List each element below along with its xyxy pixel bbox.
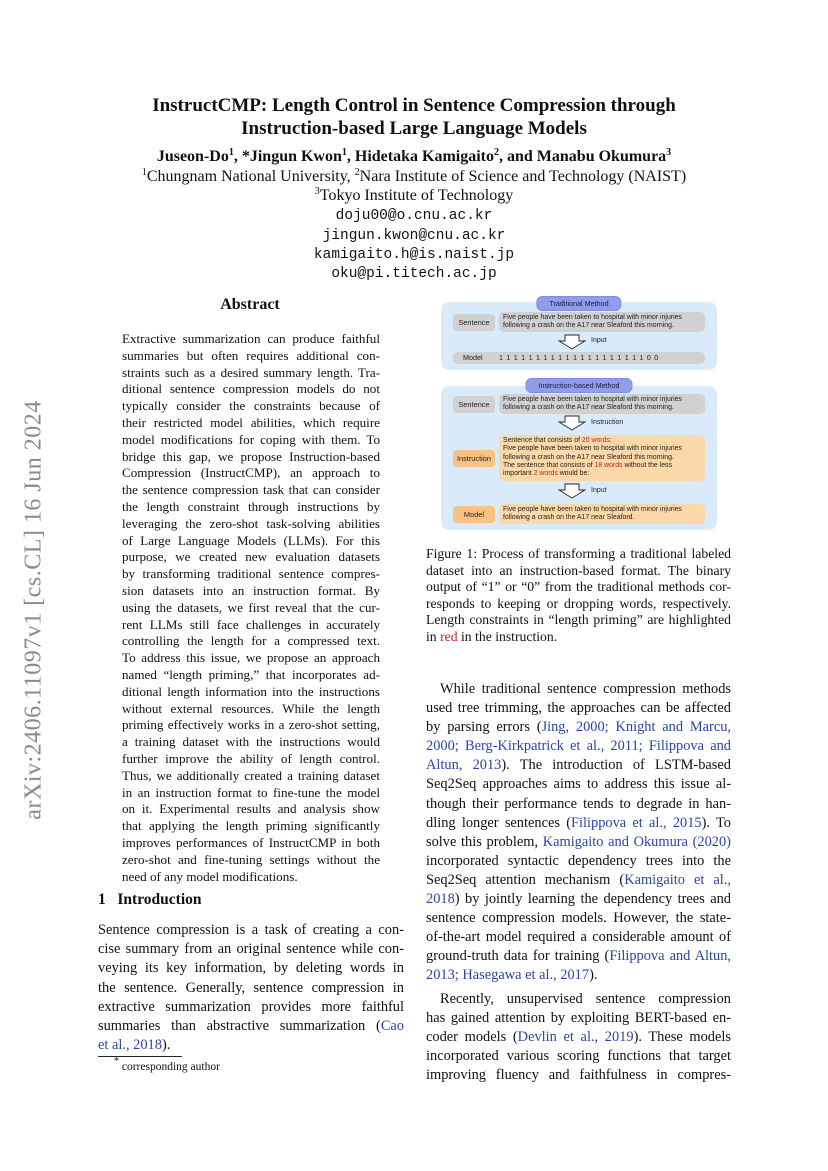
abstract-line: in an instruction format to fine-tune the model: [122, 784, 380, 800]
text-line: Recently, unsupervised sentence compression: [440, 990, 731, 1007]
abstract-line: further improve the ability of length control.: [122, 750, 380, 766]
abstract-line: the length constraint through instructions by: [122, 498, 380, 514]
sentence-text: [503, 396, 682, 413]
citation-link[interactable]: Devlin et al., 2019: [517, 1028, 634, 1045]
email-address[interactable]: jingun.kwon@cnu.ac.kr: [322, 228, 506, 244]
abstract-line: ditional length information into the instructions: [122, 683, 380, 699]
text-line: used tree trimming, the approaches can be affected: [426, 700, 731, 717]
citation-link[interactable]: Cao: [380, 1018, 404, 1035]
footnote: [114, 1056, 220, 1073]
sentence-line: following a crash on the A17 near Sleaford this morning.: [503, 404, 674, 412]
title-line-2: Instruction-based Large Language Models: [241, 118, 587, 139]
input-label: Input: [591, 337, 607, 344]
text-span: ground-truth data for training (: [426, 948, 610, 965]
text-line: of-the-art model required a considerable amount of: [426, 929, 731, 946]
down-arrow-icon: [557, 415, 587, 431]
right-column-text: [426, 680, 731, 1085]
binary-labels: 1 1 1 1 1 1 1 1 1 1 1 1 1 1 1 1 1 1 1 1 0 0: [499, 353, 659, 362]
affiliation-line-1: [0, 168, 828, 186]
text-span: solve this problem,: [426, 833, 543, 850]
model-output-text: [503, 506, 682, 523]
down-arrow-icon: [557, 483, 587, 499]
text-line: sentence compression models. However, the state-: [426, 910, 731, 927]
text-line: cise summary from an original sentence while con-: [98, 941, 404, 958]
paper-title: [0, 94, 828, 140]
affiliation-text: Chungnam National University,: [146, 168, 355, 185]
text-span: Sentence that consists of: [503, 437, 582, 444]
arxiv-identifier: arXiv:2406.11097v1 [cs.CL] 16 Jun 2024: [20, 400, 47, 820]
text-line: [426, 966, 731, 985]
text-line: [426, 756, 731, 775]
length-constraint: 18 words: [594, 461, 623, 469]
instruction-line: [503, 437, 682, 445]
sentence-label: Sentence: [453, 396, 495, 413]
text-span: ) by jointly learning the dependency trees and: [454, 891, 731, 908]
model-label: Model: [453, 506, 495, 523]
text-span: dling longer sentences (: [426, 814, 571, 831]
citation-link[interactable]: Kamigaito et al.,: [624, 871, 731, 888]
abstract-line: improves performances of InstructCMP in both: [122, 834, 380, 850]
input-label: Input: [591, 487, 607, 494]
abstract-line: without external resources. While the length: [122, 700, 380, 716]
caption-line: responds to keeping or dropping words, respectively.: [426, 595, 731, 611]
text-line: the sentence. Generally, sentence compression in: [98, 979, 404, 996]
citation-link[interactable]: Altun, 2013: [426, 757, 502, 774]
abstract-line: named “length priming,” that incorporates ad-: [122, 666, 380, 682]
text-line: [426, 871, 731, 890]
citation-link[interactable]: Filippova and Altun,: [609, 948, 731, 965]
abstract-heading: Abstract: [220, 296, 280, 313]
author-name: Manabu Okumura: [536, 148, 667, 165]
text-line: has gained attention by exploiting BERT-based en-: [426, 1009, 731, 1026]
text-line: Sentence compression is a task of creating a con-: [98, 922, 404, 938]
email-address[interactable]: oku@pi.titech.ac.jp: [331, 266, 497, 282]
author-affil-mark: 2: [494, 147, 499, 158]
text-span: in: [426, 628, 441, 644]
text-line: [426, 718, 731, 737]
length-constraint: 20 words: [581, 437, 610, 444]
abstract-line: sion datasets into an instruction format. By: [122, 582, 380, 598]
sentence-line: following a crash on the A17 near Sleaford this morning.: [503, 322, 674, 330]
text-line: [426, 890, 731, 909]
text-span: Seq2Seq attention mechanism (: [426, 871, 625, 888]
output-line: Five people have been taken to hospital with minor injuries: [503, 506, 682, 513]
abstract-line: bridge this gap, we propose Instruction-based: [122, 448, 380, 464]
author-name: Juseon-Do: [156, 148, 229, 165]
citation-link[interactable]: et al., 2018: [98, 1037, 162, 1054]
affil-mark: 1: [141, 167, 147, 178]
abstract-line: the sentence compression task that can consider: [122, 482, 380, 498]
sentence-line: Five people have been taken to hospital with minor injuries: [503, 314, 682, 321]
abstract-body: [122, 331, 380, 885]
text-line: [426, 947, 731, 966]
text-line: While traditional sentence compression methods: [440, 681, 731, 697]
caption-line: dataset into an instruction-based format. The binary: [426, 562, 731, 578]
caption-line: Length constraints in “length priming” are highlighted: [426, 612, 731, 628]
text-span: :: [609, 437, 612, 444]
text-span: important: [503, 470, 534, 478]
author-affil-mark: 1: [228, 147, 234, 158]
text-line: veying its key information, by deleting words in: [98, 960, 404, 977]
text-span: would be:: [557, 470, 590, 478]
abstract-line: that applying the length priming significantly: [122, 818, 380, 834]
text-line: improving fluency and faithfulness in compres-: [426, 1066, 731, 1083]
traditional-method-title: Traditional Method: [536, 296, 621, 311]
abstract-line: typically consider the constraints because of: [122, 398, 380, 414]
abstract-line: zero-shot and fine-tuning settings without the: [122, 851, 380, 867]
text-span: ).: [589, 967, 598, 984]
text-span: ). These models: [633, 1028, 731, 1045]
caption-line: Figure 1: Process of transforming a traditional labeled: [426, 546, 731, 561]
footnote-rule: [98, 1056, 182, 1057]
abstract-line: Compression (InstructCMP), an approach to: [122, 465, 380, 481]
sentence-line: Five people have been taken to hospital with minor injuries: [503, 396, 682, 403]
highlight-word: red: [440, 628, 458, 644]
abstract-line: a training dataset with the instructions would: [122, 734, 380, 750]
author-name: Hidetaka Kamigaito: [354, 148, 494, 165]
model-label: Model: [463, 353, 483, 362]
abstract-line: their restricted model abilities, which require: [122, 414, 380, 430]
citation-link[interactable]: 2000; Berg-Kirkpatrick et al., 2011; Filippova and: [426, 738, 731, 755]
text-line: [426, 737, 731, 756]
instruction-line: [503, 462, 682, 470]
abstract-line: To address this issue, we propose an approach: [122, 650, 380, 666]
text-line: [426, 833, 731, 852]
author-separator: ,: [346, 148, 355, 165]
abstract-line: model modifications for coping with them. To: [122, 431, 380, 447]
affiliation-text: Tokyo Institute of Technology: [319, 187, 514, 204]
instruction-line: following a crash on the A17 near Sleaford this morning.: [503, 453, 674, 461]
affiliation-text: Nara Institute of Science and Technology (NAIST): [359, 168, 687, 185]
text-span: ).: [161, 1037, 171, 1054]
text-line: [426, 1028, 731, 1047]
abstract-line: Extractive summarization can produce faithful: [122, 331, 380, 346]
text-line: incorporated syntactic dependency trees into the: [426, 852, 731, 869]
text-line: [98, 1036, 404, 1055]
length-constraint: 2 words: [533, 470, 558, 478]
text-line: extractive summarization provides more faithful: [98, 998, 404, 1015]
section-number: 1: [98, 891, 106, 908]
citation-link[interactable]: Jing, 2000; Knight and Marcu,: [541, 719, 731, 736]
abstract-line: need of any model modifications.: [122, 868, 298, 884]
section-title: Introduction: [117, 891, 202, 908]
affil-mark: 3: [314, 186, 320, 197]
abstract-line: purpose, we created new evaluation datasets: [122, 549, 380, 565]
arxiv-sidebar: [14, 370, 54, 850]
instruction-arrow-label: Instruction: [591, 419, 624, 426]
author-separator: , *: [233, 148, 250, 165]
footnote-text: corresponding author: [121, 1061, 220, 1073]
figure-1: [441, 294, 717, 532]
output-line: following a crash on the A17 near Sleaford.: [503, 514, 635, 522]
abstract-line: by transforming traditional sentence compres-: [122, 566, 380, 582]
author-affil-mark: 1: [341, 147, 347, 158]
text-span: ). To: [701, 814, 731, 831]
abstract-line: using the datasets, we first reveal that the cur-: [122, 599, 380, 615]
abstract-line: on it. Experimental results and analysis show: [122, 801, 380, 817]
introduction-paragraph: [98, 921, 404, 1055]
instruction-method-title: Instruction-based Method: [525, 378, 632, 393]
author-name: Jingun Kwon: [249, 148, 342, 165]
abstract-line: ditional sentence compression models do not: [122, 381, 380, 397]
affiliation-line-2: [0, 187, 828, 205]
affil-mark: 2: [354, 167, 360, 178]
author-list: [0, 148, 828, 166]
text-line: [426, 814, 731, 833]
down-arrow-icon: [557, 334, 587, 350]
abstract-line: of Large Language Models (LLMs). For this: [122, 532, 380, 548]
abstract-line: Thus, we additionally created a training dataset: [122, 767, 380, 783]
abstract-line: rent LLMs still face challenges in accurately: [122, 616, 380, 632]
text-line: Seq2Seq approaches aims to address this issue al-: [426, 776, 731, 793]
text-span: The sentence that consists of: [503, 461, 595, 469]
title-line-1: InstructCMP: Length Control in Sentence Compression through: [152, 95, 676, 116]
text-line: [98, 1017, 404, 1036]
instruction-label: Instruction: [453, 450, 495, 467]
abstract-line: summaries but often requires additional con-: [122, 347, 380, 363]
text-line: though their performance tends to degrade in han-: [426, 795, 731, 812]
caption-line: [426, 629, 731, 646]
sentence-text: [503, 314, 682, 331]
email-address[interactable]: doju00@o.cnu.ac.kr: [335, 208, 493, 224]
email-address[interactable]: kamigaito.h@is.naist.jp: [313, 247, 515, 263]
abstract-line: leveraging the zero-shot task-solving abilities: [122, 515, 380, 531]
instruction-text: [503, 437, 682, 478]
text-span: coder models (: [426, 1028, 518, 1045]
figure-caption: [426, 546, 731, 646]
sentence-label: Sentence: [453, 314, 495, 331]
citation-link[interactable]: 2018: [426, 891, 455, 908]
author-affil-mark: 3: [666, 147, 672, 158]
abstract-line: straints such as a desired summary length. Tra-: [122, 364, 380, 380]
text-line: incorporated various scoring functions that target: [426, 1047, 731, 1064]
text-span: ). The introduction of LSTM-based: [501, 757, 731, 774]
instruction-line: [503, 470, 682, 478]
instruction-line: Five people have been taken to hospital with minor injuries: [503, 445, 682, 453]
text-span: summaries than abstractive summarization (: [98, 1018, 381, 1035]
text-span: without the less: [622, 461, 672, 469]
abstract-line: priming effectively works in a zero-shot setting,: [122, 717, 380, 733]
citation-link[interactable]: Kamigaito and Okumura (2020): [542, 833, 731, 850]
footnote-mark: *: [114, 1056, 119, 1067]
citation-link[interactable]: Filippova et al., 2015: [571, 814, 702, 831]
citation-link[interactable]: 2013; Hasegawa et al., 2017: [426, 967, 590, 984]
author-separator: , and: [499, 148, 537, 165]
section-heading: [98, 891, 202, 909]
text-span: in the instruction.: [457, 628, 558, 644]
text-span: by parsing errors (: [426, 719, 542, 736]
abstract-line: controlling the length for a compressed text.: [122, 633, 380, 649]
caption-line: output of “1” or “0” from the traditional methods cor-: [426, 579, 731, 595]
